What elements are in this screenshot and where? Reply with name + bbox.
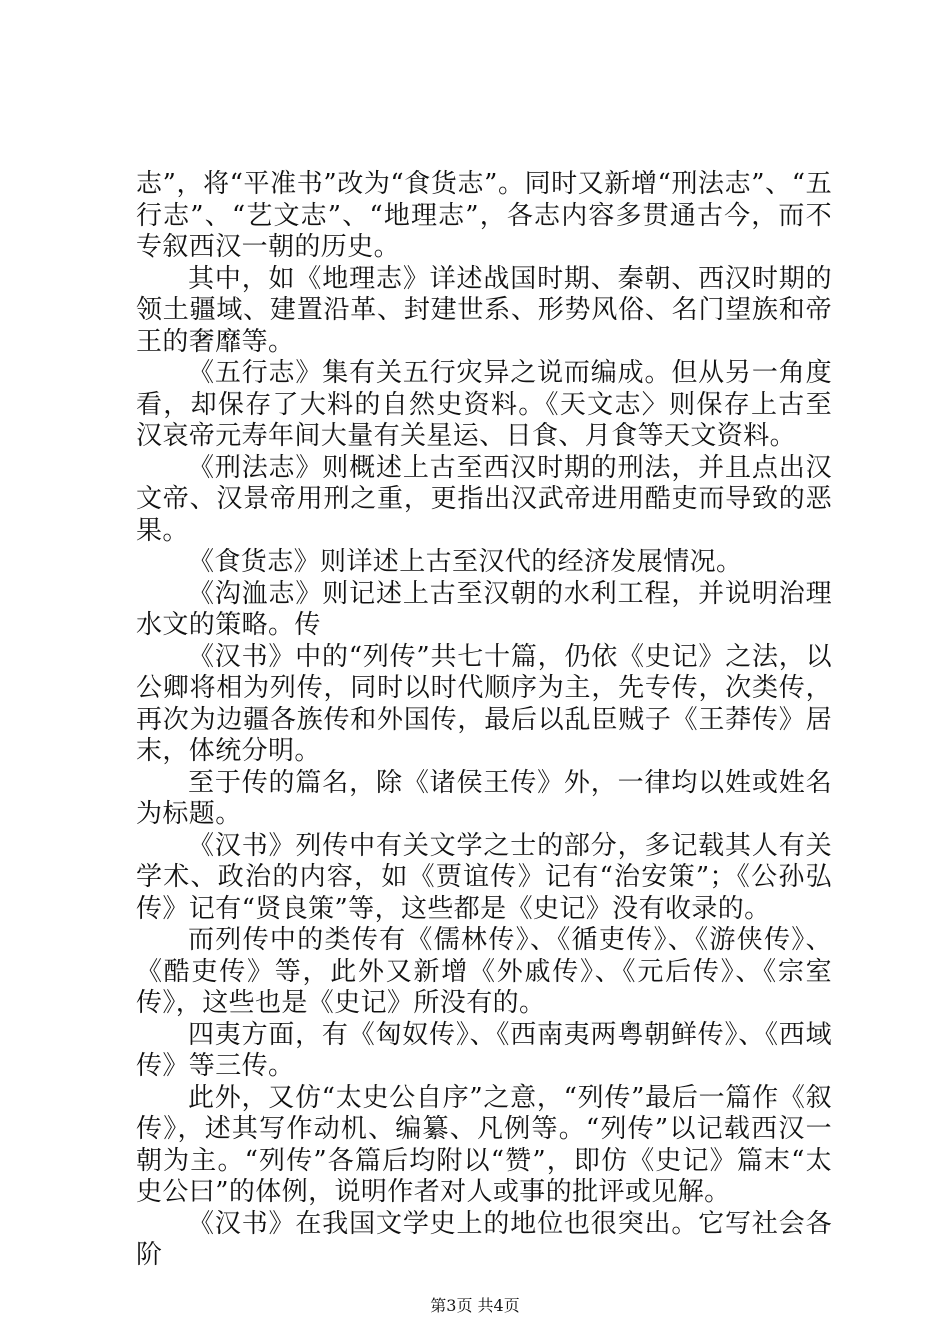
paragraph: 《汉书》列传中有关文学之士的部分，多记载其人有关学术、政治的内容，如《贾谊传》记有“治安策”；《公孙弘传》记有“贤良策”等，这些都是《史记》没有收录的。 (136, 830, 832, 924)
paragraph: 《五行志》集有关五行灾异之说而编成。但从另一角度看，却保存了大料的自然史资料。《天文志〉则保存上古至汉哀帝元寿年间大量有关星运、日食、月食等天文资料。 (136, 358, 832, 451)
document-body (136, 169, 832, 1272)
paragraph: 至于传的篇名，除《诸侯王传》外，一律均以姓或姓名为标题。 (136, 767, 832, 829)
paragraph: 《刑法志》则概述上古至西汉时期的刑法，并且点出汉文帝、汉景帝用刑之重，更指出汉武帝进用酷吏而导致的恶果。 (136, 452, 832, 546)
paragraph: 《食货志》则详述上古至汉代的经济发展情况。 (188, 547, 743, 577)
paragraph: 志”，将“平准书”改为“食货志”。同时又新增“刑法志”、“五行志”、“艺文志”、“地理志”，各志内容多贯通古今，而不专叙西汉一朝的历史。 (136, 169, 832, 262)
paragraph: 《汉书》中的“列传”共七十篇，仍依《史记》之法，以公卿将相为列传，同时以时代顺序为主，先专传，次类传，再次为边疆各族传和外国传，最后以乱臣贼子《王莽传》居末，体统分明。 (136, 641, 832, 766)
paragraph: 其中，如《地理志》详述战国时期、秦朝、西汉时期的领土疆域、建置沿革、封建世系、形势风俗、名门望族和帝王的奢靡等。 (136, 263, 832, 357)
page-number-footer: 第3页 共4页 (430, 1296, 520, 1315)
paragraph: 此外，又仿“太史公自序”之意，“列传”最后一篇作《叙传》，述其写作动机、编纂、凡例等。“列传”以记载西汉一朝为主。“列传”各篇后均附以“赞”，即仿《史记》篇末“太史公曰”的体例，说明作者对人或事的批评或见解。 (136, 1082, 832, 1207)
paragraph: 《汉书》在我国文学史上的地位也很突出。它写社会各阶 (136, 1208, 832, 1270)
paragraph: 而列传中的类传有《儒林传》、《循吏传》、《游侠传》、《酷吏传》等，此外又新增《外戚传》、《元后传》、《宗室传》，这些也是《史记》所没有的。 (136, 925, 832, 1018)
paragraph: 四夷方面，有《匈奴传》、《西南夷两粤朝鲜传》、《西域传》等三传。 (136, 1019, 832, 1081)
paragraph: 《沟洫志》则记述上古至汉朝的水利工程，并说明治理水文的策略。传 (136, 578, 832, 640)
